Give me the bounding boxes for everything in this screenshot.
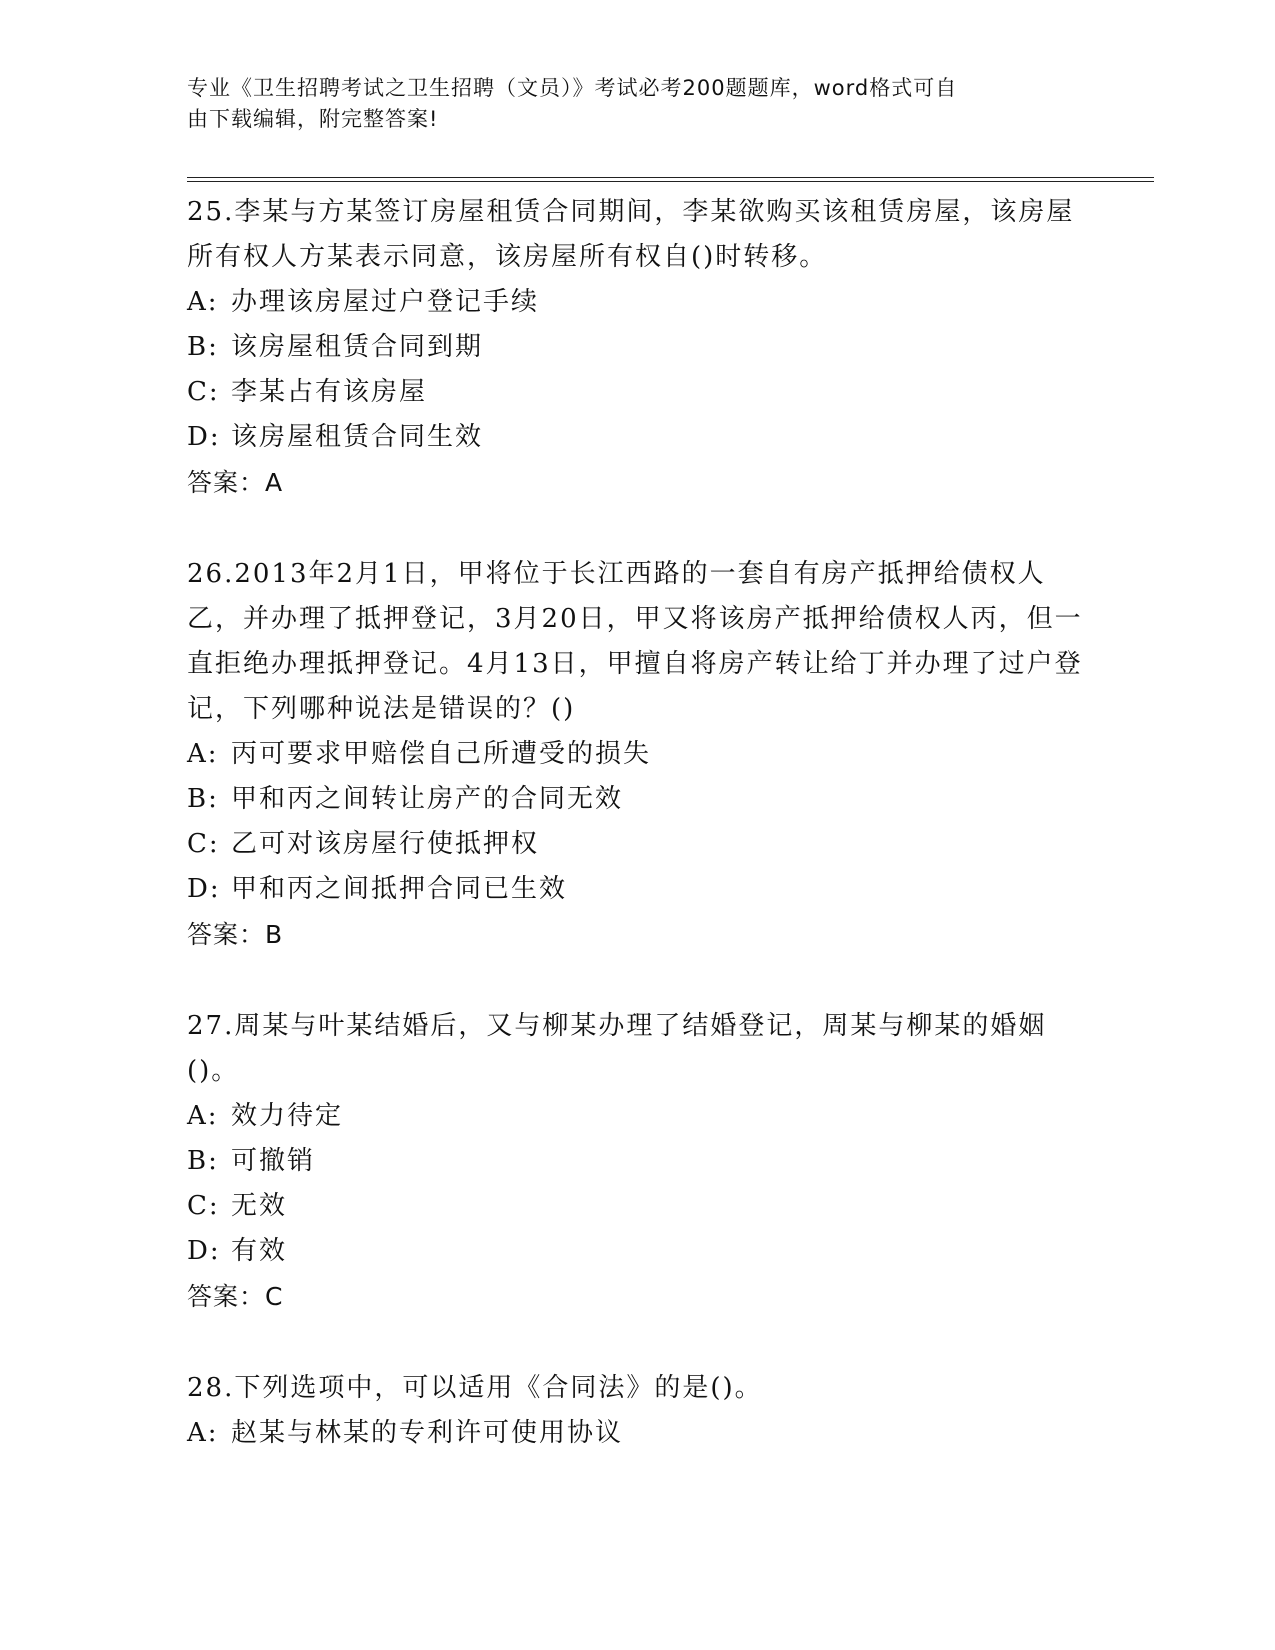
option-letter: C: [187,829,220,859]
question-26 [187,552,1087,957]
answer-line: 答案：B [187,920,284,949]
question-25 [187,190,1087,505]
option-text: 有效 [231,1236,288,1266]
question-stem: 27.周某与叶某结婚后，又与柳某办理了结婚登记，周某与柳某的婚姻()。 [187,1011,1047,1086]
option-text: 该房屋租赁合同生效 [231,422,484,452]
option-letter: A: [187,1101,219,1131]
option-letter: D: [187,874,221,904]
option-text: 甲和丙之间转让房产的合同无效 [231,784,624,814]
header-divider [187,177,1154,182]
question-stem: 26.2013年2月1日，甲将位于长江西路的一套自有房产抵押给债权人乙，并办理了抵押登记，3月20日，甲又将该房产抵押给债权人丙，但一直拒绝办理抵押登记。4月13日，甲擅自将房产转让给丁并办理了过户登记，下列哪种说法是错误的？() [187,559,1083,724]
question-stem: 25.李某与方某签订房屋租赁合同期间，李某欲购买该租赁房屋，该房屋所有权人方某表示同意，该房屋所有权自()时转移。 [187,197,1075,272]
option-letter: A: [187,287,219,317]
option-a [187,1411,1087,1456]
option-b [187,1139,1087,1184]
option-letter: D: [187,422,221,452]
option-d [187,415,1087,460]
option-c [187,370,1087,415]
option-c [187,1184,1087,1229]
option-b [187,777,1087,822]
option-letter: C: [187,377,220,407]
document-header [187,73,1087,135]
option-text: 无效 [231,1191,288,1221]
question-27 [187,1004,1087,1319]
option-letter: B: [187,1146,219,1176]
option-letter: C: [187,1191,220,1221]
option-text: 效力待定 [231,1101,344,1131]
option-text: 可撤销 [231,1146,316,1176]
question-stem: 28.下列选项中，可以适用《合同法》的是()。 [187,1373,763,1403]
option-d [187,1229,1087,1274]
option-text: 乙可对该房屋行使抵押权 [231,829,540,859]
option-text: 丙可要求甲赔偿自己所遭受的损失 [231,739,652,769]
option-a [187,732,1087,777]
option-text: 该房屋租赁合同到期 [231,332,484,362]
option-text: 甲和丙之间抵押合同已生效 [231,874,568,904]
answer-line: 答案：A [187,468,284,497]
option-a [187,280,1087,325]
header-title-line1: 专业《卫生招聘考试之卫生招聘（文员）》考试必考200题题库，word格式可自 [187,76,958,100]
option-text: 李某占有该房屋 [231,377,428,407]
option-letter: B: [187,784,219,814]
question-28 [187,1366,1087,1456]
header-title-line2: 由下载编辑，附完整答案! [187,107,439,131]
option-text: 办理该房屋过户登记手续 [231,287,540,317]
option-letter: D: [187,1236,221,1266]
answer-line: 答案：C [187,1282,284,1311]
option-letter: A: [187,1418,219,1448]
option-a [187,1094,1087,1139]
option-b [187,325,1087,370]
option-text: 赵某与林某的专利许可使用协议 [231,1418,624,1448]
option-letter: A: [187,739,219,769]
option-letter: B: [187,332,219,362]
question-list [187,190,1087,1503]
option-c [187,822,1087,867]
option-d [187,867,1087,912]
